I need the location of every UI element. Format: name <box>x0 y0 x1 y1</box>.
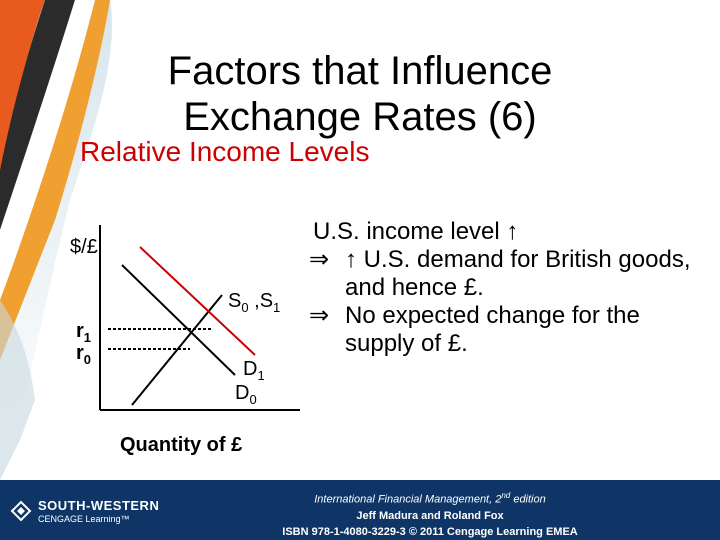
footer-bar <box>0 480 720 540</box>
supply-demand-diagram <box>60 225 310 460</box>
y-axis-label: $/£ <box>70 236 98 258</box>
diagram-svg <box>60 225 310 460</box>
title-line-1: Factors that Influence <box>167 49 553 93</box>
r1-label: $r_1$ <box>76 320 92 345</box>
book-isbn: ISBN 978-1-4080-3229-3 © 2011 Cengage Learning EMEA <box>282 525 578 538</box>
d0-label: $D_0$ <box>235 382 257 407</box>
title-line-2: Exchange Rates (6) <box>183 95 537 139</box>
income-lead-line: U.S. income level ↑ <box>313 218 519 245</box>
bullet-item-supply <box>305 302 705 358</box>
bullet-text: ↑ U.S. demand for British goods, and hence £. <box>345 246 691 301</box>
x-axis-label: Quantity of £ <box>120 434 243 456</box>
publisher-subtitle: CENGAGE Learning™ <box>38 514 130 524</box>
book-title: International Financial Management, 2nd edition <box>314 491 546 506</box>
book-authors: Jeff Madura and Roland Fox <box>356 509 504 522</box>
slide-title <box>120 48 600 140</box>
r0-label: $r_0$ <box>76 342 92 367</box>
supply-curve-label: $S_0$ $,S_1$ <box>228 290 281 315</box>
book-credits <box>220 488 640 540</box>
publisher-name: SOUTH-WESTERN <box>38 498 160 513</box>
implies-arrow-icon: ⇒ <box>309 302 330 329</box>
explanation-text <box>305 218 705 358</box>
bullet-item-demand <box>305 246 705 302</box>
publisher-mark-icon <box>10 500 32 522</box>
d1-label: $D_1$ <box>243 358 265 383</box>
slide-subtitle: Relative Income Levels <box>80 136 370 167</box>
implies-arrow-icon: ⇒ <box>309 246 330 273</box>
bullet-text: No expected change for the supply of £. <box>345 302 640 357</box>
